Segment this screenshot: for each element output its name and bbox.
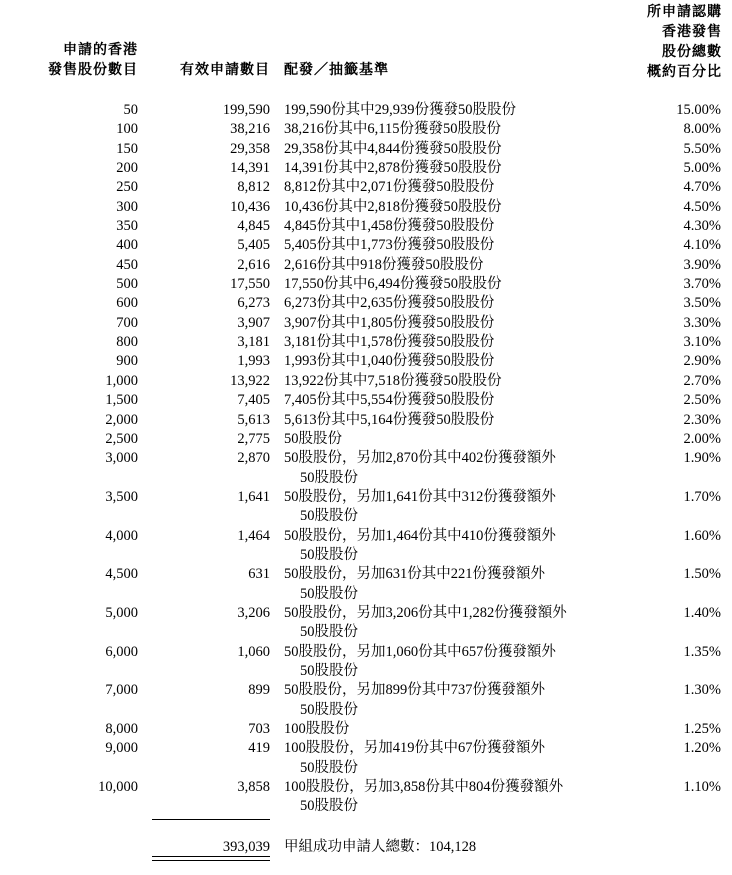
cell-basis	[284, 430, 342, 449]
cell-percentage: 1.50%	[683, 566, 721, 583]
cell-applications: 29,358	[230, 140, 270, 157]
cell-basis-line: 199,590份其中29,939份獲發50股股份	[284, 102, 516, 118]
cell-percentage: 2.30%	[683, 411, 721, 428]
cell-basis-line: 6,273份其中2,635份獲發50股股份	[284, 295, 495, 312]
cell-percentage: 1.30%	[683, 682, 721, 699]
cell-percentage: 2.50%	[683, 392, 721, 409]
allocation-table	[0, 101, 732, 817]
table-row	[0, 217, 732, 236]
cell-percentage: 1.90%	[683, 450, 721, 467]
table-row	[0, 314, 732, 333]
table-row	[0, 352, 732, 371]
cell-applications: 1,464	[237, 527, 270, 544]
cell-basis-line: 50股股份	[300, 798, 358, 815]
cell-applications: 1,060	[237, 643, 270, 660]
cell-shares: 500	[116, 276, 138, 293]
cell-applications: 5,405	[237, 237, 270, 254]
cell-basis-line: 3,181份其中1,578份獲發50股股份	[284, 334, 495, 351]
cell-basis	[284, 739, 545, 778]
cell-applications: 3,206	[237, 604, 270, 621]
table-row	[0, 333, 732, 352]
cell-basis	[284, 352, 494, 371]
cell-basis-line: 50股股份	[300, 585, 358, 602]
cell-basis	[284, 488, 556, 527]
cell-percentage: 3.10%	[683, 334, 721, 351]
cell-basis	[284, 101, 516, 120]
table-row	[0, 488, 732, 527]
cell-basis	[284, 604, 567, 643]
cell-basis-line: 50股股份	[300, 701, 358, 718]
cell-applications: 3,858	[237, 779, 270, 796]
cell-applications: 6,273	[237, 295, 270, 312]
cell-shares: 5,000	[105, 604, 138, 621]
cell-applications: 8,812	[237, 179, 270, 196]
header-percentage-line: 概約百分比	[647, 64, 722, 80]
cell-basis-line: 4,845份其中1,458份獲發50股股份	[284, 218, 495, 235]
cell-basis-line: 14,391份其中2,878份獲發50股股份	[284, 160, 502, 177]
cell-basis	[284, 178, 494, 197]
cell-basis-line: 50股股份，另加1,641份其中312份獲發額外	[284, 488, 556, 505]
header-applications-text: 有效申請數目	[180, 62, 270, 78]
cell-percentage: 8.00%	[683, 121, 721, 138]
cell-basis-line: 50股股份	[300, 759, 358, 776]
cell-applications: 10,436	[230, 198, 270, 215]
cell-shares: 100	[116, 121, 138, 138]
cell-basis	[284, 120, 501, 139]
cell-applications: 899	[248, 682, 270, 699]
table-row	[0, 256, 732, 275]
table-row	[0, 275, 732, 294]
cell-shares: 1,500	[105, 392, 138, 409]
cell-basis	[284, 391, 494, 410]
table-row	[0, 391, 732, 410]
cell-basis	[284, 198, 502, 217]
cell-percentage: 2.90%	[683, 353, 721, 370]
cell-basis-line: 50股股份，另加631份其中221份獲發額外	[284, 566, 545, 583]
cell-basis	[284, 449, 556, 488]
header-applications	[152, 60, 270, 80]
cell-applications: 199,590	[222, 102, 270, 118]
cell-basis	[284, 720, 349, 739]
table-row	[0, 778, 732, 817]
cell-basis	[284, 275, 502, 294]
cell-percentage: 3.30%	[683, 314, 721, 331]
cell-percentage: 1.35%	[683, 643, 721, 660]
cell-shares: 800	[116, 334, 138, 351]
cell-shares: 8,000	[105, 721, 138, 737]
cell-applications: 38,216	[230, 121, 270, 138]
cell-percentage: 5.00%	[683, 160, 721, 177]
cell-applications: 14,391	[230, 160, 270, 177]
cell-basis	[284, 256, 483, 275]
cell-basis-line: 50股股份	[300, 662, 358, 679]
cell-shares: 150	[116, 140, 138, 157]
cell-percentage: 4.10%	[683, 237, 721, 254]
cell-percentage: 1.25%	[683, 721, 721, 737]
cell-shares: 450	[116, 256, 138, 273]
cell-shares: 4,500	[105, 566, 138, 583]
cell-percentage: 3.90%	[683, 256, 721, 273]
total-applications: 393,039	[222, 839, 270, 855]
table-row	[0, 565, 732, 604]
cell-applications: 419	[248, 740, 270, 757]
cell-shares: 3,000	[105, 450, 138, 467]
cell-shares: 200	[116, 160, 138, 177]
cell-basis-line: 2,616份其中918份獲發50股股份	[284, 256, 484, 273]
cell-applications: 1,993	[237, 353, 270, 370]
cell-basis-line: 5,405份其中1,773份獲發50股股份	[284, 237, 495, 254]
cell-basis	[284, 527, 556, 566]
table-row	[0, 720, 732, 739]
cell-percentage: 15.00%	[676, 102, 721, 118]
cell-basis-line: 50股股份，另加899份其中737份獲發額外	[284, 682, 545, 699]
cell-basis-line: 100股股份，另加419份其中67份獲發額外	[284, 740, 545, 757]
table-row	[0, 236, 732, 255]
cell-shares: 400	[116, 237, 138, 254]
cell-shares: 2,500	[105, 430, 138, 447]
cell-basis-line: 8,812份其中2,071份獲發50股股份	[284, 179, 495, 196]
cell-shares: 9,000	[105, 740, 138, 757]
cell-basis-line: 7,405份其中5,554份獲發50股股份	[284, 392, 495, 409]
cell-applications: 1,641	[237, 488, 270, 505]
cell-shares: 700	[116, 314, 138, 331]
cell-shares: 300	[116, 198, 138, 215]
cell-basis	[284, 236, 494, 255]
cell-basis-line: 38,216份其中6,115份獲發50股股份	[284, 121, 501, 138]
cell-applications: 7,405	[237, 392, 270, 409]
table-row	[0, 159, 732, 178]
cell-basis	[284, 681, 545, 720]
cell-basis-line: 3,907份其中1,805份獲發50股股份	[284, 314, 495, 331]
cell-shares: 350	[116, 218, 138, 235]
table-row	[0, 372, 732, 391]
cell-basis	[284, 411, 494, 430]
cell-basis-line: 13,922份其中7,518份獲發50股股份	[284, 372, 502, 389]
cell-basis-line: 50股股份	[300, 624, 358, 641]
cell-basis-line: 17,550份其中6,494份獲發50股股份	[284, 276, 502, 293]
table-row	[0, 120, 732, 139]
cell-basis-line: 100股股份	[284, 721, 350, 737]
cell-percentage: 3.50%	[683, 295, 721, 312]
cell-shares: 2,000	[105, 411, 138, 428]
cell-basis	[284, 643, 556, 682]
cell-basis-line: 5,613份其中5,164份獲發50股股份	[284, 411, 495, 428]
cell-percentage: 2.70%	[683, 372, 721, 389]
header-shares-line: 申請的香港	[63, 42, 138, 58]
table-row	[0, 411, 732, 430]
cell-applications: 3,181	[237, 334, 270, 351]
cell-percentage: 1.40%	[683, 604, 721, 621]
header-percentage-line: 所申請認購	[647, 4, 722, 20]
cell-shares: 900	[116, 353, 138, 370]
table-row	[0, 527, 732, 566]
cell-applications: 4,845	[237, 218, 270, 235]
table-row	[0, 643, 732, 682]
cell-basis-line: 1,993份其中1,040份獲發50股股份	[284, 353, 495, 370]
table-row	[0, 178, 732, 197]
cell-percentage: 3.70%	[683, 276, 721, 293]
cell-percentage: 4.50%	[683, 198, 721, 215]
table-row	[0, 140, 732, 159]
cell-basis-line: 50股股份，另加1,464份其中410份獲發額外	[284, 527, 556, 544]
header-shares-line: 發售股份數目	[48, 62, 138, 78]
cell-percentage: 2.00%	[683, 430, 721, 447]
cell-percentage: 5.50%	[683, 140, 721, 157]
cell-shares: 50	[123, 102, 138, 118]
table-row	[0, 739, 732, 778]
cell-applications: 17,550	[230, 276, 270, 293]
cell-shares: 250	[116, 179, 138, 196]
cell-basis-line: 10,436份其中2,818份獲發50股股份	[284, 198, 502, 215]
cell-shares: 6,000	[105, 643, 138, 660]
table-row	[0, 449, 732, 488]
table-row	[0, 681, 732, 720]
cell-applications: 2,870	[237, 450, 270, 467]
header-percentage-line: 股份總數	[662, 44, 722, 60]
header-percentage	[600, 2, 722, 82]
cell-basis-line: 50股股份，另加3,206份其中1,282份獲發額外	[284, 604, 567, 621]
cell-basis	[284, 217, 494, 236]
cell-applications: 631	[248, 566, 270, 583]
cell-percentage: 1.20%	[683, 740, 721, 757]
cell-percentage: 1.60%	[683, 527, 721, 544]
cell-percentage: 4.30%	[683, 218, 721, 235]
cell-basis-line: 50股股份，另加2,870份其中402份獲發額外	[284, 450, 556, 467]
header-basis-text: 配發／抽籤基準	[284, 62, 389, 78]
table-row	[0, 294, 732, 313]
header-basis	[284, 60, 389, 80]
cell-shares: 7,000	[105, 682, 138, 699]
cell-basis	[284, 333, 494, 352]
cell-basis-line: 50股股份	[300, 469, 358, 486]
cell-shares: 600	[116, 295, 138, 312]
cell-basis	[284, 159, 502, 178]
cell-basis-line: 50股股份	[284, 430, 342, 447]
table-row	[0, 430, 732, 449]
cell-applications: 3,907	[237, 314, 270, 331]
cell-applications: 5,613	[237, 411, 270, 428]
cell-basis	[284, 565, 545, 604]
total-top-rule	[152, 819, 270, 820]
header-percentage-line: 香港發售	[662, 24, 722, 40]
cell-basis	[284, 314, 494, 333]
cell-basis-line: 29,358份其中4,844份獲發50股股份	[284, 140, 502, 157]
total-double-rule-lower	[152, 860, 270, 861]
cell-basis	[284, 372, 502, 391]
cell-applications: 2,775	[237, 430, 270, 447]
cell-percentage: 1.70%	[683, 488, 721, 505]
table-row	[0, 604, 732, 643]
cell-basis	[284, 140, 502, 159]
cell-basis	[284, 294, 494, 313]
table-row	[0, 101, 732, 120]
cell-basis-line: 100股股份，另加3,858份其中804份獲發額外	[284, 779, 564, 796]
cell-shares: 10,000	[98, 779, 138, 796]
table-row	[0, 198, 732, 217]
cell-percentage: 4.70%	[683, 179, 721, 196]
cell-shares: 4,000	[105, 527, 138, 544]
cell-shares: 3,500	[105, 488, 138, 505]
header-shares	[30, 40, 138, 80]
cell-shares: 1,000	[105, 372, 138, 389]
total-double-rule-upper	[152, 856, 270, 857]
cell-basis-line: 50股股份	[300, 508, 358, 525]
cell-basis	[284, 778, 563, 817]
cell-applications: 2,616	[237, 256, 270, 273]
cell-applications: 703	[248, 721, 270, 737]
cell-basis-line: 50股股份，另加1,060份其中657份獲發額外	[284, 643, 556, 660]
cell-applications: 13,922	[230, 372, 270, 389]
cell-basis-line: 50股股份	[300, 546, 358, 563]
cell-percentage: 1.10%	[683, 779, 721, 796]
total-successful-applicants: 甲組成功申請人總數：104,128	[284, 839, 477, 855]
